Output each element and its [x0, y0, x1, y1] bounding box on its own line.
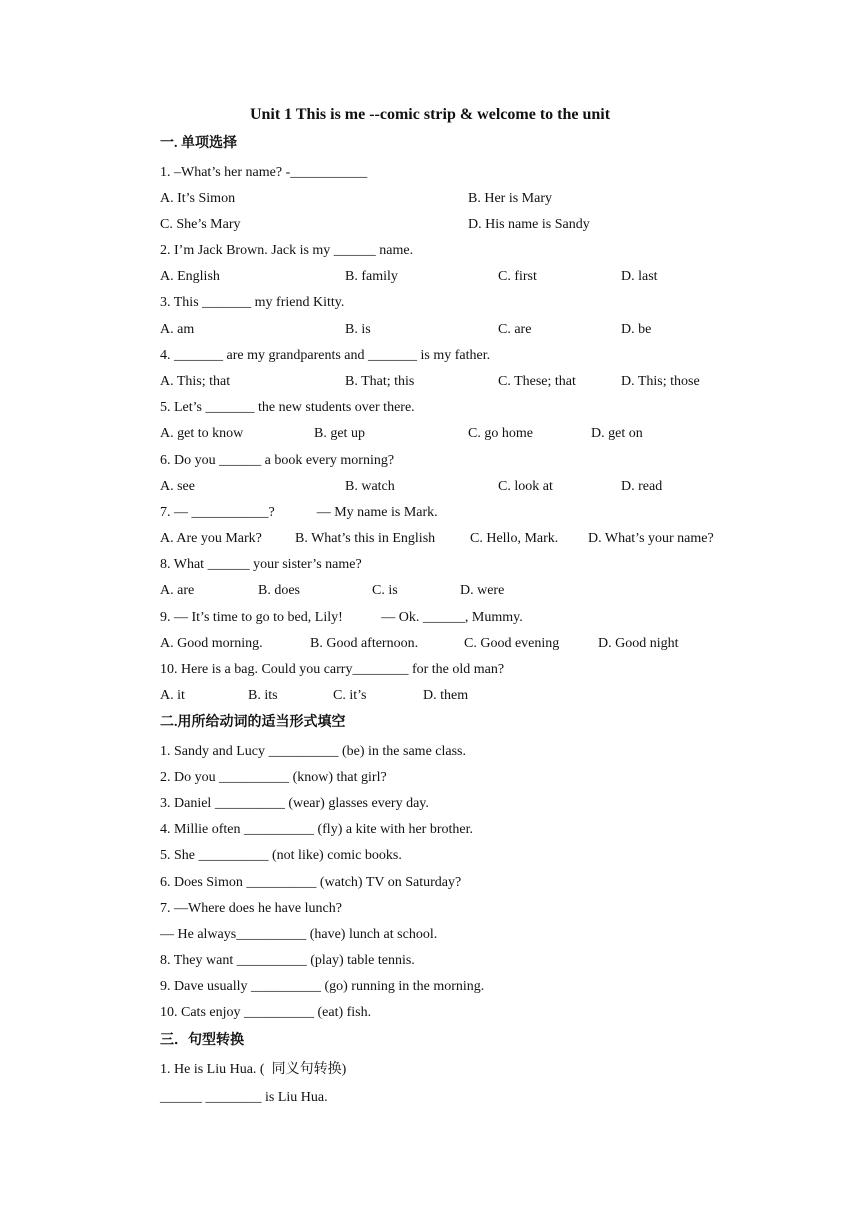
fill-item-7-answer: — He always__________ (have) lunch at school.: [160, 927, 438, 942]
question-8: 8. What ______ your sister’s name?: [160, 557, 362, 572]
question-5: 5. Let’s _______ the new students over there.: [160, 400, 415, 415]
q8-option-b: B. does: [258, 583, 300, 598]
q1-option-b: B. Her is Mary: [468, 191, 552, 206]
question-10: 10. Here is a bag. Could you carry________ for the old man?: [160, 662, 505, 677]
fill-item-3: 3. Daniel __________ (wear) glasses every day.: [160, 796, 429, 811]
q1-option-c: C. She’s Mary: [160, 217, 241, 232]
fill-item-2: 2. Do you __________ (know) that girl?: [160, 770, 387, 785]
q4-option-d: D. This; those: [621, 374, 700, 389]
fill-item-10: 10. Cats enjoy __________ (eat) fish.: [160, 1005, 372, 1020]
question-6: 6. Do you ______ a book every morning?: [160, 453, 395, 468]
q7-option-d: D. What’s your name?: [588, 531, 714, 546]
q8-option-c: C. is: [372, 583, 398, 598]
q9-option-c: C. Good evening: [464, 636, 560, 651]
q5-option-a: A. get to know: [160, 426, 244, 441]
worksheet-title: Unit 1 This is me --comic strip & welcome to the unit: [249, 106, 611, 123]
q3-option-c: C. are: [498, 322, 532, 337]
q10-option-d: D. them: [423, 688, 469, 703]
question-4: 4. _______ are my grandparents and _______ is my father.: [160, 348, 491, 363]
q6-option-d: D. read: [621, 479, 663, 494]
question-9: 9. — It’s time to go to bed, Lily! — Ok. ______, Mummy.: [160, 610, 523, 625]
question-2: 2. I’m Jack Brown. Jack is my ______ name.: [160, 243, 414, 258]
fill-item-1: 1. Sandy and Lucy __________ (be) in the same class.: [160, 744, 466, 759]
fill-item-6: 6. Does Simon __________ (watch) TV on Saturday?: [160, 875, 462, 890]
q10-option-b: B. its: [248, 688, 278, 703]
transform-item-1-answer: ______ ________ is Liu Hua.: [160, 1090, 328, 1105]
question-7: 7. — ___________? — My name is Mark.: [160, 505, 438, 520]
q4-option-a: A. This; that: [160, 374, 231, 389]
transform-item-1: 1. He is Liu Hua. ( 同义句转换): [160, 1062, 347, 1077]
q6-option-c: C. look at: [498, 479, 553, 494]
q2-option-d: D. last: [621, 269, 658, 284]
q7-option-c: C. Hello, Mark.: [470, 531, 559, 546]
fill-item-8: 8. They want __________ (play) table tennis.: [160, 953, 415, 968]
q8-option-a: A. are: [160, 583, 195, 598]
q6-option-b: B. watch: [345, 479, 395, 494]
q9-option-d: D. Good night: [598, 636, 679, 651]
fill-item-5: 5. She __________ (not like) comic books.: [160, 848, 402, 863]
q1-option-d: D. His name is Sandy: [468, 217, 590, 232]
q5-option-c: C. go home: [468, 426, 533, 441]
q1-option-a: A. It’s Simon: [160, 191, 236, 206]
q7-option-b: B. What’s this in English: [295, 531, 436, 546]
q5-option-b: B. get up: [314, 426, 365, 441]
q10-option-a: A. it: [160, 688, 185, 703]
q2-option-c: C. first: [498, 269, 537, 284]
q9-option-a: A. Good morning.: [160, 636, 263, 651]
q3-option-a: A. am: [160, 322, 195, 337]
q8-option-d: D. were: [460, 583, 505, 598]
section-heading-multiple-choice: 一. 单项选择: [160, 136, 237, 151]
q4-option-b: B. That; this: [345, 374, 415, 389]
q6-option-a: A. see: [160, 479, 195, 494]
question-1: 1. –What’s her name? -___________: [160, 165, 368, 180]
section-heading-verb-forms: 二.用所给动词的适当形式填空: [160, 715, 346, 730]
q10-option-c: C. it’s: [333, 688, 367, 703]
q5-option-d: D. get on: [591, 426, 643, 441]
question-3: 3. This _______ my friend Kitty.: [160, 295, 345, 310]
q9-option-b: B. Good afternoon.: [310, 636, 419, 651]
q2-option-b: B. family: [345, 269, 398, 284]
fill-item-9: 9. Dave usually __________ (go) running in the morning.: [160, 979, 485, 994]
q3-option-b: B. is: [345, 322, 371, 337]
section-heading-sentence-transform: 三．句型转换: [160, 1033, 244, 1048]
q4-option-c: C. These; that: [498, 374, 576, 389]
q3-option-d: D. be: [621, 322, 652, 337]
fill-item-7: 7. —Where does he have lunch?: [160, 901, 342, 916]
q7-option-a: A. Are you Mark?: [160, 531, 262, 546]
fill-item-4: 4. Millie often __________ (fly) a kite with her brother.: [160, 822, 473, 837]
q2-option-a: A. English: [160, 269, 220, 284]
